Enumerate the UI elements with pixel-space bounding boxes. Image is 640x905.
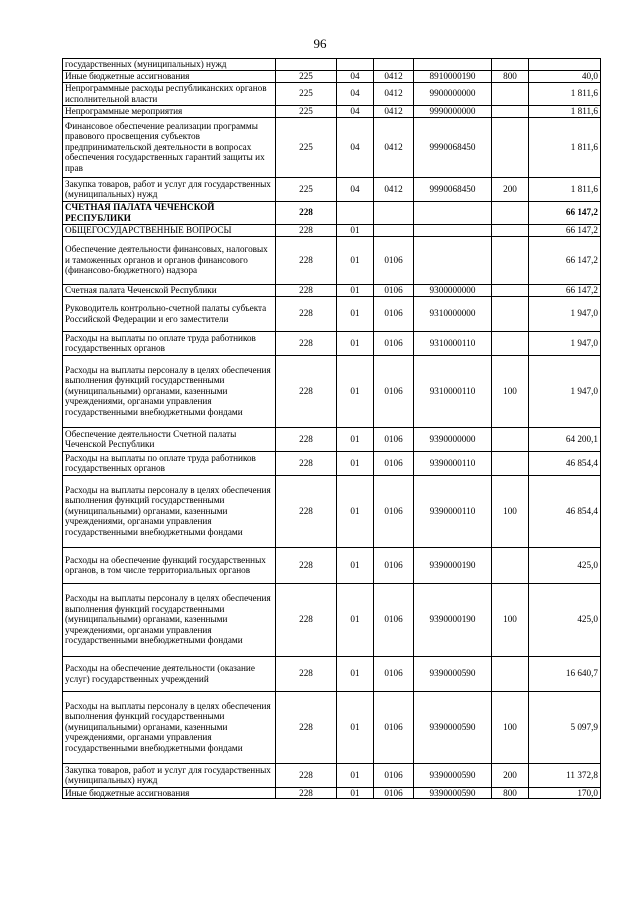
table-row <box>63 355 601 427</box>
row-amount: 11 372,8 <box>529 763 601 787</box>
row-name: Расходы на выплаты персоналу в целях обеспечения выполнения функций государственными (муниципальными) органами, казенными учреждениями, органами управления государственными внебюджетными фондами <box>63 691 276 763</box>
row-name: Расходы на выплаты по оплате труда работников государственных органов <box>63 451 276 475</box>
row-subsection: 0106 <box>374 583 414 656</box>
table-row <box>63 59 601 71</box>
row-subsection: 0106 <box>374 787 414 799</box>
row-amount: 64 200,1 <box>529 427 601 451</box>
row-ministry-code: 228 <box>276 656 337 691</box>
row-ministry-code: 225 <box>276 117 337 177</box>
row-amount: 1 947,0 <box>529 355 601 427</box>
row-ministry-code: 228 <box>276 451 337 475</box>
row-target-article: 9390000590 <box>414 656 492 691</box>
row-name: Руководитель контрольно-счетной палаты субъекта Российской Федерации и его заместители <box>63 296 276 331</box>
row-target-article: 9310000110 <box>414 355 492 427</box>
row-amount: 66 147,2 <box>529 224 601 236</box>
table-row <box>63 296 601 331</box>
row-target-article <box>414 201 492 224</box>
row-target-article: 9390000590 <box>414 691 492 763</box>
row-section: 01 <box>337 451 374 475</box>
row-expense-type <box>492 236 529 284</box>
row-target-article: 9310000000 <box>414 296 492 331</box>
row-section: 01 <box>337 787 374 799</box>
row-section: 04 <box>337 117 374 177</box>
row-amount: 425,0 <box>529 547 601 583</box>
row-amount: 5 097,9 <box>529 691 601 763</box>
table-row <box>63 70 601 82</box>
row-name: Иные бюджетные ассигнования <box>63 787 276 799</box>
row-name: Непрограммные мероприятия <box>63 105 276 117</box>
page-number: 96 <box>313 36 327 51</box>
row-expense-type: 200 <box>492 177 529 201</box>
row-expense-type <box>492 105 529 117</box>
row-target-article: 8910000190 <box>414 70 492 82</box>
row-expense-type <box>492 331 529 355</box>
row-ministry-code <box>276 59 337 71</box>
row-expense-type: 800 <box>492 70 529 82</box>
row-name: государственных (муниципальных) нужд <box>63 59 276 71</box>
row-expense-type: 100 <box>492 691 529 763</box>
row-subsection: 0106 <box>374 236 414 284</box>
row-name: ОБЩЕГОСУДАРСТВЕННЫЕ ВОПРОСЫ <box>63 224 276 236</box>
row-subsection: 0412 <box>374 105 414 117</box>
row-section: 01 <box>337 284 374 296</box>
row-expense-type <box>492 296 529 331</box>
row-ministry-code: 228 <box>276 691 337 763</box>
row-subsection: 0106 <box>374 427 414 451</box>
row-ministry-code: 228 <box>276 787 337 799</box>
row-section: 01 <box>337 475 374 547</box>
row-name: Финансовое обеспечение реализации программы правового просвещения субъектов предпринимательской деятельности в вопросах обеспечения государственных гарантий защиты их прав <box>63 117 276 177</box>
row-name: СЧЕТНАЯ ПАЛАТА ЧЕЧЕНСКОЙ РЕСПУБЛИКИ <box>63 201 276 224</box>
row-target-article: 9390000110 <box>414 451 492 475</box>
row-target-article: 9990000000 <box>414 105 492 117</box>
row-ministry-code: 228 <box>276 331 337 355</box>
row-expense-type <box>492 656 529 691</box>
row-subsection: 0412 <box>374 177 414 201</box>
row-subsection: 0106 <box>374 547 414 583</box>
row-ministry-code: 228 <box>276 284 337 296</box>
row-amount: 40,0 <box>529 70 601 82</box>
row-ministry-code: 225 <box>276 177 337 201</box>
row-ministry-code: 225 <box>276 82 337 105</box>
row-section: 04 <box>337 82 374 105</box>
row-name: Обеспечение деятельности Счетной палаты Чеченской Республики <box>63 427 276 451</box>
row-expense-type <box>492 59 529 71</box>
row-expense-type <box>492 117 529 177</box>
row-subsection: 0412 <box>374 82 414 105</box>
table-row <box>63 177 601 201</box>
row-section: 04 <box>337 177 374 201</box>
table-row <box>63 427 601 451</box>
row-name: Закупка товаров, работ и услуг для государственных (муниципальных) нужд <box>63 763 276 787</box>
row-name: Расходы на обеспечение функций государственных органов, в том числе территориальных органов <box>63 547 276 583</box>
row-target-article: 9390000190 <box>414 583 492 656</box>
row-subsection <box>374 59 414 71</box>
row-section: 01 <box>337 355 374 427</box>
row-subsection: 0412 <box>374 70 414 82</box>
row-ministry-code: 225 <box>276 105 337 117</box>
row-amount: 1 947,0 <box>529 296 601 331</box>
table-row <box>63 82 601 105</box>
row-target-article: 9390000190 <box>414 547 492 583</box>
row-amount: 1 947,0 <box>529 331 601 355</box>
table-row <box>63 117 601 177</box>
row-section: 01 <box>337 691 374 763</box>
row-expense-type <box>492 427 529 451</box>
row-name: Расходы на выплаты персоналу в целях обеспечения выполнения функций государственными (муниципальными) органами, казенными учреждениями, органами управления государственными внебюджетными фондами <box>63 583 276 656</box>
row-subsection: 0412 <box>374 117 414 177</box>
row-subsection: 0106 <box>374 296 414 331</box>
table-row <box>63 787 601 799</box>
row-name: Расходы на выплаты персоналу в целях обеспечения выполнения функций государственными (муниципальными) органами, казенными учреждениями, органами управления государственными внебюджетными фондами <box>63 475 276 547</box>
row-subsection: 0106 <box>374 656 414 691</box>
row-ministry-code: 228 <box>276 224 337 236</box>
row-target-article <box>414 59 492 71</box>
row-amount: 425,0 <box>529 583 601 656</box>
row-target-article: 9990068450 <box>414 117 492 177</box>
row-section: 01 <box>337 427 374 451</box>
row-amount: 46 854,4 <box>529 451 601 475</box>
table-row <box>63 475 601 547</box>
table-row <box>63 224 601 236</box>
row-section: 04 <box>337 70 374 82</box>
row-name: Расходы на выплаты по оплате труда работников государственных органов <box>63 331 276 355</box>
row-expense-type: 800 <box>492 787 529 799</box>
row-subsection: 0106 <box>374 355 414 427</box>
row-name: Счетная палата Чеченской Республики <box>63 284 276 296</box>
row-section: 01 <box>337 583 374 656</box>
budget-table-body <box>63 59 601 799</box>
row-section: 01 <box>337 547 374 583</box>
row-section <box>337 59 374 71</box>
row-expense-type: 100 <box>492 583 529 656</box>
row-target-article <box>414 224 492 236</box>
row-amount: 1 811,6 <box>529 82 601 105</box>
row-expense-type <box>492 451 529 475</box>
row-expense-type <box>492 547 529 583</box>
row-amount: 1 811,6 <box>529 105 601 117</box>
row-amount: 1 811,6 <box>529 177 601 201</box>
row-target-article <box>414 236 492 284</box>
row-target-article: 9310000110 <box>414 331 492 355</box>
row-amount: 16 640,7 <box>529 656 601 691</box>
row-target-article: 9390000000 <box>414 427 492 451</box>
row-amount: 66 147,2 <box>529 201 601 224</box>
row-expense-type <box>492 284 529 296</box>
row-section: 04 <box>337 105 374 117</box>
row-name: Расходы на обеспечение деятельности (оказание услуг) государственных учреждений <box>63 656 276 691</box>
row-amount: 1 811,6 <box>529 117 601 177</box>
row-name: Обеспечение деятельности финансовых, налоговых и таможенных органов и органов финансового (финансово-бюджетного) надзора <box>63 236 276 284</box>
table-row <box>63 201 601 224</box>
row-subsection: 0106 <box>374 763 414 787</box>
row-expense-type: 100 <box>492 355 529 427</box>
row-ministry-code: 228 <box>276 201 337 224</box>
row-section: 01 <box>337 296 374 331</box>
table-row <box>63 236 601 284</box>
row-ministry-code: 228 <box>276 763 337 787</box>
row-section <box>337 201 374 224</box>
row-expense-type: 100 <box>492 475 529 547</box>
row-ministry-code: 228 <box>276 355 337 427</box>
row-amount: 46 854,4 <box>529 475 601 547</box>
row-target-article: 9390000590 <box>414 787 492 799</box>
table-row <box>63 763 601 787</box>
row-amount <box>529 59 601 71</box>
row-name: Иные бюджетные ассигнования <box>63 70 276 82</box>
table-row <box>63 547 601 583</box>
table-row <box>63 284 601 296</box>
row-expense-type <box>492 224 529 236</box>
row-section: 01 <box>337 656 374 691</box>
row-name: Расходы на выплаты персоналу в целях обеспечения выполнения функций государственными (муниципальными) органами, казенными учреждениями, органами управления государственными внебюджетными фондами <box>63 355 276 427</box>
row-expense-type <box>492 201 529 224</box>
row-expense-type: 200 <box>492 763 529 787</box>
row-target-article: 9990068450 <box>414 177 492 201</box>
table-row <box>63 583 601 656</box>
row-subsection: 0106 <box>374 284 414 296</box>
row-amount: 66 147,2 <box>529 236 601 284</box>
row-subsection <box>374 201 414 224</box>
row-section: 01 <box>337 236 374 284</box>
row-subsection: 0106 <box>374 691 414 763</box>
row-target-article: 9390000590 <box>414 763 492 787</box>
table-row <box>63 331 601 355</box>
row-name: Непрограммные расходы республиканских органов исполнительной власти <box>63 82 276 105</box>
table-row <box>63 691 601 763</box>
row-expense-type <box>492 82 529 105</box>
row-ministry-code: 225 <box>276 70 337 82</box>
row-target-article: 9300000000 <box>414 284 492 296</box>
row-amount: 66 147,2 <box>529 284 601 296</box>
table-row <box>63 451 601 475</box>
row-ministry-code: 228 <box>276 427 337 451</box>
row-subsection <box>374 224 414 236</box>
row-ministry-code: 228 <box>276 583 337 656</box>
row-section: 01 <box>337 763 374 787</box>
row-section: 01 <box>337 331 374 355</box>
row-name: Закупка товаров, работ и услуг для государственных (муниципальных) нужд <box>63 177 276 201</box>
row-ministry-code: 228 <box>276 236 337 284</box>
row-ministry-code: 228 <box>276 547 337 583</box>
row-subsection: 0106 <box>374 475 414 547</box>
row-ministry-code: 228 <box>276 296 337 331</box>
row-section: 01 <box>337 224 374 236</box>
budget-table <box>62 58 601 799</box>
row-ministry-code: 228 <box>276 475 337 547</box>
row-target-article: 9900000000 <box>414 82 492 105</box>
row-target-article: 9390000110 <box>414 475 492 547</box>
row-subsection: 0106 <box>374 331 414 355</box>
table-row <box>63 105 601 117</box>
table-row <box>63 656 601 691</box>
row-amount: 170,0 <box>529 787 601 799</box>
row-subsection: 0106 <box>374 451 414 475</box>
